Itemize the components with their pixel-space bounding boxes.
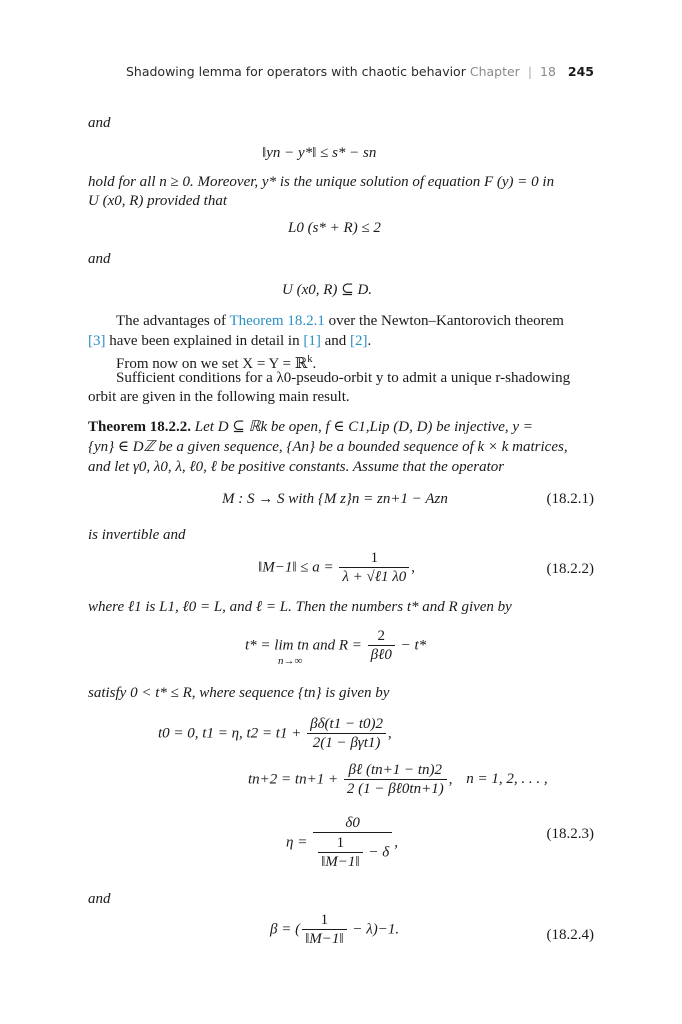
equation-norm-bound: ‖yn − y*‖ ≤ s* − sn	[262, 145, 377, 161]
running-title: Shadowing lemma for operators with chaotic behavior	[125, 64, 466, 79]
beta-fraction	[302, 912, 347, 948]
text-and-2: and	[88, 251, 111, 267]
from-now-sup: k	[307, 354, 313, 365]
seq-tn-lhs: tn+2 = tn+1 +	[248, 771, 339, 788]
seq-t2-fraction	[307, 716, 386, 752]
seq-t2-den: 2(1 − βγt1)	[307, 733, 386, 752]
beta-num: 1	[320, 912, 329, 928]
equation-eta: η = δ0 $\frac{1}{‖M-1‖}$ − δ ,	[286, 815, 398, 870]
theorem-text-1: Let D ⊆ ℝk be open, f ∈ C1,Lip (D, D) be injective, y =	[194, 419, 533, 435]
equation-sequence-recurrence: tn+2 = tn+1 + $\frac{\text{βℓ (tn+1 − tn)2}}{\text{2 (1 − βℓ0tn+1)}}$ , n = 1, 2, . . . ,	[248, 762, 548, 797]
text-hold-line-2: U (x0, R) provided that	[88, 193, 227, 209]
equation-beta	[270, 912, 399, 948]
eta-inner-num: 1	[336, 835, 345, 851]
beta-end: − λ)−1.	[352, 921, 400, 938]
equation-number-2: (18.2.2)	[546, 561, 594, 577]
equation-ball-inclusion: U (x0, R) ⊆ D.	[282, 282, 373, 298]
seq-t0: t0 = 0, t1 = η, t2 = t1 +	[158, 725, 302, 742]
equation-number-1: (18.2.1)	[546, 491, 594, 507]
text-where-line: where ℓ1 is L1, ℓ0 = L, and ℓ = L. Then the numbers t* and R given by	[88, 599, 512, 615]
eq-t-den: βℓ0	[368, 645, 395, 664]
eq-t-lhs: t* = lim tn and R =	[245, 637, 362, 654]
eq-a-den: λ + √ℓ1 λ0	[339, 567, 409, 586]
adv-and: and	[320, 333, 351, 349]
eq-a-fraction	[339, 550, 409, 586]
eq-t-lim-sub: n→∞	[278, 655, 303, 667]
seq-t2-num: βδ(t1 − t0)2	[310, 716, 383, 732]
equation-l0-condition: L0 (s* + R) ≤ 2	[288, 220, 381, 236]
eta-fraction	[313, 815, 392, 871]
link-ref-2[interactable]: [2]	[350, 333, 368, 349]
eta-den	[313, 832, 392, 871]
text-satisfy-line: satisfy 0 < t* ≤ R, where sequence {tn} is given by	[88, 685, 390, 701]
adv-end: .	[367, 333, 372, 349]
text-hold-line-1: hold for all n ≥ 0. Moreover, y* is the unique solution of equation F (y) = 0 in	[88, 174, 555, 190]
adv-pre: The advantages of	[116, 313, 230, 329]
eta-minus: − δ	[368, 844, 390, 861]
equation-sequence-initial: t0 = 0, t1 = η, t2 = t1 + $\frac{\beta\delta(t1 - t0)2}{\text{2(1 − βγt1)}}$ ,	[158, 716, 392, 751]
equation-t-star-and-r	[245, 628, 426, 664]
text-sufficient-line-2: orbit are given in the following main result.	[88, 389, 350, 405]
link-ref-3[interactable]: [3]	[88, 333, 106, 349]
chapter-number: 18	[540, 64, 556, 79]
eq-a-num: 1	[370, 550, 379, 566]
seq-tn-range: n = 1, 2, . . . ,	[466, 771, 548, 788]
eta-inner-fraction	[318, 835, 363, 871]
eq-a-lhs: ‖M−1‖ ≤ a =	[258, 559, 334, 576]
chapter-label: Chapter	[469, 64, 520, 79]
eq-t-num: 2	[377, 628, 386, 644]
text-is-invertible: is invertible and	[88, 527, 186, 543]
beta-den: ‖M−1‖	[302, 929, 347, 948]
page-number: 245	[567, 64, 594, 79]
link-theorem-18-2-1[interactable]: Theorem 18.2.1	[229, 313, 325, 329]
theorem-label: Theorem 18.2.2.	[88, 419, 192, 435]
header-separator: |	[527, 64, 533, 79]
text-sufficient-line-1: Sufficient conditions for a λ0-pseudo-orbit y to admit a unique r-shadowing	[116, 370, 571, 386]
running-header	[126, 64, 594, 79]
eta-inner-den: ‖M−1‖	[318, 852, 363, 871]
adv-mid2: have been explained in detail in	[105, 333, 304, 349]
theorem-line-3: and let γ0, λ0, λ, ℓ0, ℓ be positive constants. Assume that the operator	[88, 459, 505, 475]
seq-tn-num: βℓ (tn+1 − tn)2	[348, 762, 443, 778]
equation-a-definition: ‖M−1‖ ≤ a = $\frac{1}{\text{λ + √ℓ1 λ0}}$ ,	[258, 550, 416, 585]
adv-mid: over the Newton–Kantorovich theorem	[324, 313, 564, 329]
seq-tn-fraction	[344, 762, 447, 798]
beta-lhs: β = (	[270, 921, 301, 938]
equation-operator-m: M : S → S with {M z}n = zn+1 − Azn	[222, 491, 448, 507]
eq-t-end: − t*	[400, 637, 427, 654]
paragraph-advantages	[88, 311, 594, 351]
from-now-text: From now on we set X = Y = ℝ	[116, 356, 308, 372]
equation-number-3: (18.2.3)	[546, 826, 594, 842]
theorem-line-1	[88, 418, 533, 437]
from-now-end: .	[312, 356, 317, 372]
eta-num: δ0	[345, 815, 360, 831]
seq-tn-den: 2 (1 − βℓ0tn+1)	[344, 779, 447, 798]
eta-lhs: η =	[286, 834, 308, 851]
theorem-line-2: {yn} ∈ Dℤ be a given sequence, {An} be a bounded sequence of k × k matrices,	[88, 439, 568, 455]
text-and-3: and	[88, 891, 111, 907]
equation-number-4: (18.2.4)	[546, 927, 594, 943]
eq-t-fraction	[368, 628, 395, 664]
link-ref-1[interactable]: [1]	[303, 333, 321, 349]
text-and-1: and	[88, 115, 111, 131]
